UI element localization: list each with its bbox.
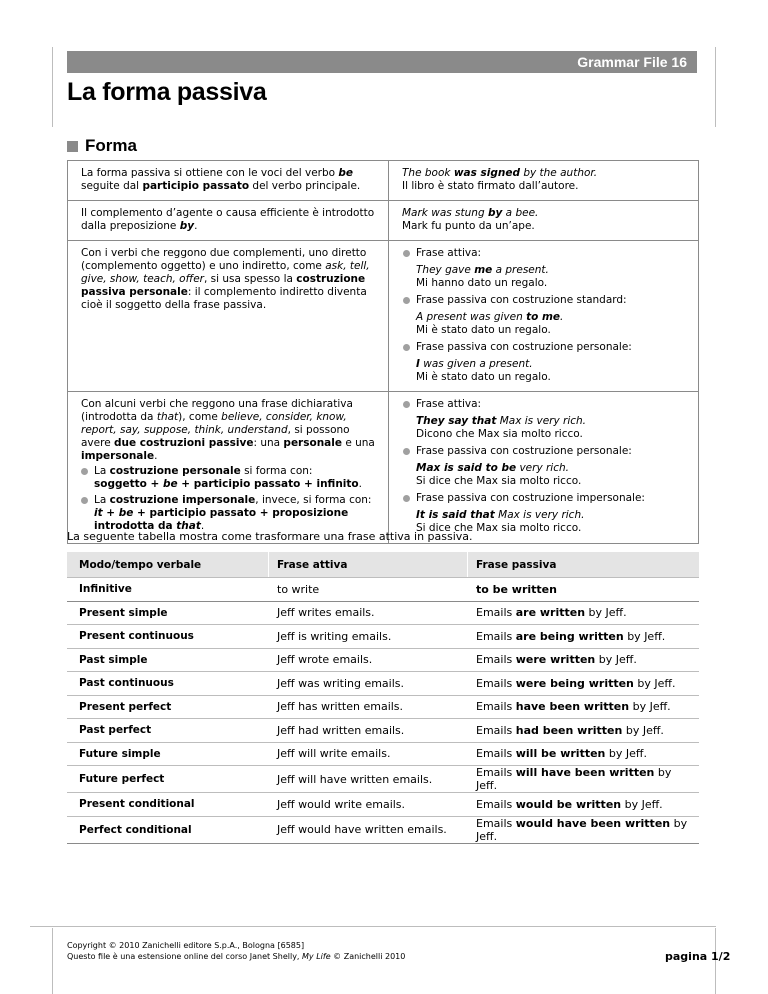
table-row	[67, 719, 699, 743]
rule-cell: Il complemento d’agente o causa efficiente è introdotto dalla preposizione by.	[68, 201, 389, 241]
list-item: La costruzione personale si forma con: soggetto + be + participio passato + infinito.	[81, 465, 379, 491]
table-header-row	[67, 552, 699, 578]
active-cell: Jeff would write emails.	[269, 793, 468, 817]
table-row	[67, 742, 699, 766]
passive-cell: Emails will have been written by Jeff.	[468, 766, 700, 793]
rule-cell: La forma passiva si ottiene con le voci del verbo be seguite dal participio passato del verbo principale.	[68, 161, 389, 201]
forma-row	[68, 201, 699, 241]
passive-cell: Emails will be written by Jeff.	[468, 742, 700, 766]
tense-cell: Infinitive	[67, 578, 269, 602]
example: I was given a present. Mi è stato dato un regalo.	[416, 358, 551, 383]
table-intro: La seguente tabella mostra come trasformare una frase attiva in passiva.	[67, 530, 473, 543]
forma-row	[68, 241, 699, 392]
tense-cell: Past continuous	[67, 672, 269, 696]
verb-table	[67, 552, 699, 844]
example: It is said that Max is very rich. Si dice che Max sia molto ricco.	[416, 509, 585, 534]
example-cell: The book was signed by the author. Il libro è stato firmato dall’autore.	[389, 161, 699, 201]
footer-divider	[30, 926, 716, 927]
active-cell: Jeff has written emails.	[269, 695, 468, 719]
active-cell: Jeff is writing emails.	[269, 625, 468, 649]
active-cell: Jeff writes emails.	[269, 601, 468, 625]
active-cell: Jeff will have written emails.	[269, 766, 468, 793]
example: A present was given to me. Mi è stato dato un regalo.	[416, 311, 564, 336]
tense-cell: Future simple	[67, 742, 269, 766]
tense-cell: Present simple	[67, 601, 269, 625]
section-title: Forma	[85, 136, 137, 155]
passive-cell: Emails would have been written by Jeff.	[468, 816, 700, 843]
column-header: Frase attiva	[269, 552, 468, 578]
example: They gave me a present. Mi hanno dato un regalo.	[416, 264, 549, 289]
rule-cell: Con i verbi che reggono due complementi, uno diretto (complemento oggetto) e uno indiretto, come ask, tell, give, show, teach, offer, si usa spesso la costruzione passiva personale: il complemento indiretto diventa cioè il soggetto della frase passiva.	[68, 241, 389, 392]
forma-row	[68, 161, 699, 201]
example: Max is said to be very rich. Si dice che Max sia molto ricco.	[416, 462, 582, 487]
copyright-notice: Copyright © 2010 Zanichelli editore S.p.A., Bologna [6585] Questo file è una estensione online del corso Janet Shelly, My Life © Zanichelli 2010	[67, 941, 406, 961]
grammar-file-band: Grammar File 16	[67, 51, 697, 73]
bullet-label: Frase passiva con costruzione personale:	[403, 341, 689, 354]
table-row	[67, 766, 699, 793]
passive-cell: Emails were being written by Jeff.	[468, 672, 700, 696]
crop-line	[52, 928, 53, 994]
bullet-label: Frase attiva:	[403, 398, 689, 411]
tense-cell: Past perfect	[67, 719, 269, 743]
active-cell: Jeff wrote emails.	[269, 648, 468, 672]
tense-cell: Present perfect	[67, 695, 269, 719]
passive-cell: Emails have been written by Jeff.	[468, 695, 700, 719]
active-cell: Jeff will write emails.	[269, 742, 468, 766]
example-cell: Mark was stung by a bee. Mark fu punto da un’ape.	[389, 201, 699, 241]
tense-cell: Present continuous	[67, 625, 269, 649]
section-heading	[67, 136, 137, 156]
example-cell	[389, 241, 699, 392]
passive-cell: Emails were written by Jeff.	[468, 648, 700, 672]
square-bullet-icon	[67, 141, 78, 152]
active-cell: Jeff would have written emails.	[269, 816, 468, 843]
table-row	[67, 625, 699, 649]
page-title: La forma passiva	[67, 78, 267, 106]
bullet-label: Frase attiva:	[403, 247, 689, 260]
passive-cell: Emails would be written by Jeff.	[468, 793, 700, 817]
active-cell: Jeff had written emails.	[269, 719, 468, 743]
tense-cell: Future perfect	[67, 766, 269, 793]
example: They say that Max is very rich. Dicono che Max sia molto ricco.	[416, 415, 587, 440]
forma-table	[67, 160, 699, 544]
tense-cell: Present conditional	[67, 793, 269, 817]
tense-cell: Perfect conditional	[67, 816, 269, 843]
passive-cell: to be written	[468, 578, 700, 602]
crop-line	[715, 47, 716, 127]
table-row	[67, 578, 699, 602]
page-number: pagina 1/2	[665, 950, 731, 963]
passive-cell: Emails are being written by Jeff.	[468, 625, 700, 649]
table-row	[67, 695, 699, 719]
column-header: Modo/tempo verbale	[67, 552, 269, 578]
column-header: Frase passiva	[468, 552, 700, 578]
crop-line	[52, 47, 53, 127]
rule-cell: Con alcuni verbi che reggono una frase dichiarativa (introdotta da that), come believe, consider, know, report, say, suppose, think, understand, si possono avere due costruzioni passive: una personale e una impersonale. La costruzione personale si forma con: soggetto + be + participio passato + infinito. La costruzione impersonale, invece, si forma con: it + be + participio passato + proposizione introdotta da that.	[68, 392, 389, 544]
table-row	[67, 648, 699, 672]
bullet-label: Frase passiva con costruzione personale:	[403, 445, 689, 458]
table-row	[67, 816, 699, 843]
table-row	[67, 793, 699, 817]
tense-cell: Past simple	[67, 648, 269, 672]
list-item: La costruzione impersonale, invece, si forma con: it + be + participio passato + proposizione introdotta da that.	[81, 494, 379, 533]
bullet-list	[81, 465, 379, 533]
table-row	[67, 601, 699, 625]
table-row	[67, 672, 699, 696]
bullet-label: Frase passiva con costruzione impersonale:	[403, 492, 689, 505]
bullet-label: Frase passiva con costruzione standard:	[403, 294, 689, 307]
example-cell	[389, 392, 699, 544]
passive-cell: Emails had been written by Jeff.	[468, 719, 700, 743]
active-cell: to write	[269, 578, 468, 602]
passive-cell: Emails are written by Jeff.	[468, 601, 700, 625]
forma-row	[68, 392, 699, 544]
active-cell: Jeff was writing emails.	[269, 672, 468, 696]
